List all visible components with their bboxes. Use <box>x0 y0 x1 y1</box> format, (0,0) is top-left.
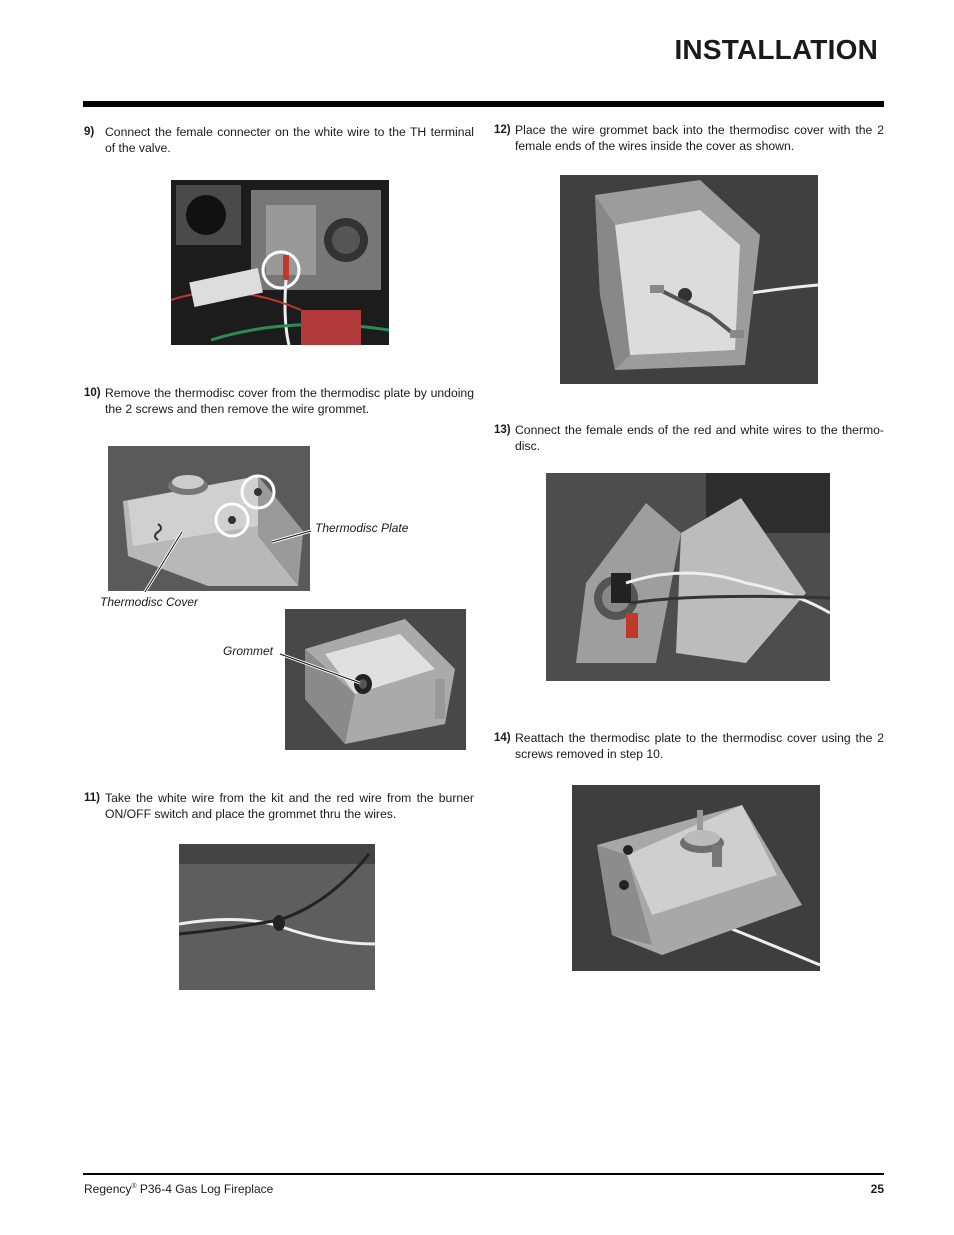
registered-mark: ® <box>131 1183 137 1190</box>
thermodisc-plate-label: Thermodisc Plate <box>315 521 409 535</box>
step-12 <box>494 123 884 154</box>
wires-connected-photo <box>546 473 830 681</box>
header-rule <box>83 101 884 107</box>
step-text: Place the wire grommet back into the thermodisc cover with the 2 female ends of the wires inside the cover as shown. <box>515 123 884 153</box>
step-11 <box>84 791 474 822</box>
step-number: 12) <box>494 124 511 136</box>
footer-brand: Regency <box>84 1182 132 1196</box>
thermodisc-assembly-photo <box>108 446 310 591</box>
step-text: Connect the female connecter on the white wire to the TH terminal of the valve. <box>105 125 474 155</box>
valve-wiring-photo <box>171 180 389 345</box>
step-13 <box>494 423 884 454</box>
step-10 <box>84 386 474 417</box>
grommet-label: Grommet <box>223 644 274 658</box>
footer-rule <box>83 1173 884 1175</box>
thermodisc-cover-label: Thermodisc Cover <box>100 595 199 609</box>
step-number: 13) <box>494 424 511 436</box>
step-number: 11) <box>84 792 100 804</box>
step-number: 14) <box>494 732 511 744</box>
step-text: Connect the female ends of the red and white wires to the thermo-disc. <box>515 423 884 453</box>
step-9 <box>84 125 474 156</box>
step-text: Reattach the thermodisc plate to the thermodisc cover using the 2 screws removed in step 10. <box>515 731 884 761</box>
grommet-in-cover-photo <box>560 175 818 384</box>
footer-product-name: P36-4 Gas Log Fireplace <box>136 1182 274 1196</box>
page-title: INSTALLATION <box>674 34 878 65</box>
step-number: 9) <box>84 126 95 138</box>
step-14 <box>494 731 884 762</box>
reattached-plate-photo <box>572 785 820 971</box>
step-text: Take the white wire from the kit and the red wire from the burner ON/OFF switch and place the grommet thru the wires. <box>105 791 474 821</box>
grommet-cover-photo <box>285 609 466 750</box>
step-text: Remove the thermodisc cover from the thermodisc plate by undoing the 2 screws and then remove the wire grommet. <box>105 386 474 416</box>
wires-grommet-photo <box>179 844 375 990</box>
page-number: 25 <box>870 1182 884 1196</box>
step-number: 10) <box>84 387 101 399</box>
footer-product <box>84 1182 273 1196</box>
